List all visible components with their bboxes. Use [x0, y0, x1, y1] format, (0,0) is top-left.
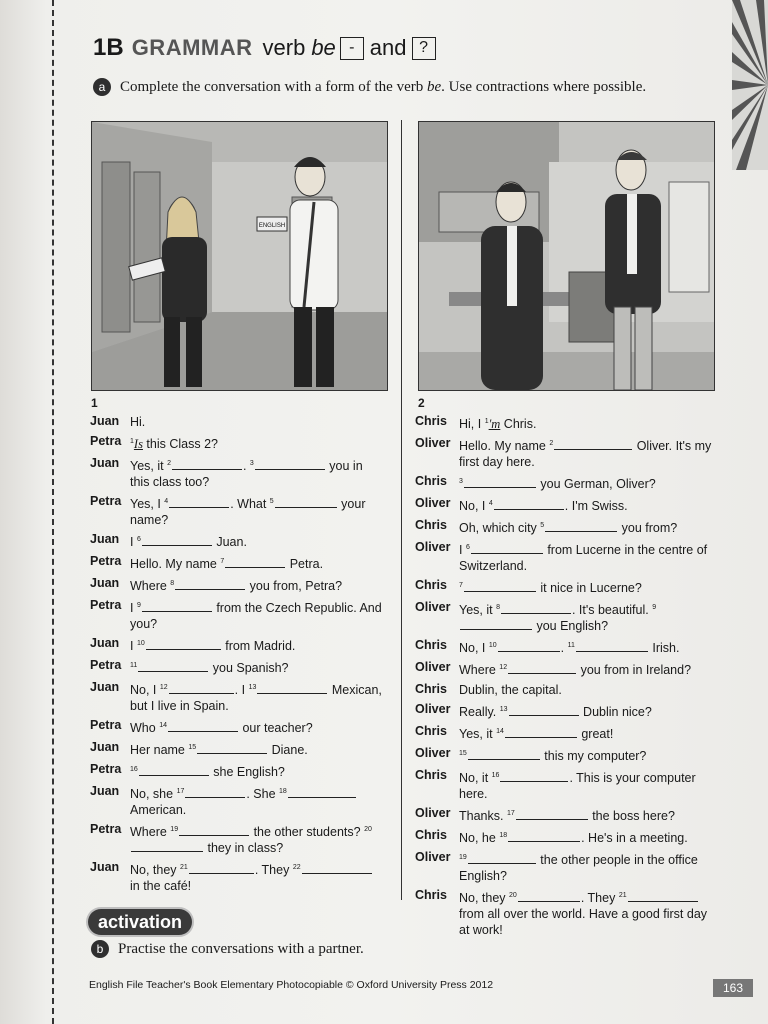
speech-fragment: this my computer?	[540, 749, 647, 763]
speech-fragment: great!	[577, 727, 614, 741]
speech-fragment: Her name	[130, 743, 189, 757]
speaker-name: Juan	[90, 740, 120, 754]
answer-blank[interactable]	[138, 660, 208, 672]
gap-number: 12	[499, 664, 508, 671]
speech-fragment: I	[130, 535, 137, 549]
dialogue-line	[90, 860, 385, 894]
speech-fragment: No, they	[130, 863, 181, 877]
dialogue-line	[90, 718, 385, 736]
speech-fragment: No, I	[459, 499, 489, 513]
answer-blank[interactable]	[197, 742, 267, 754]
answer-blank[interactable]	[498, 640, 560, 652]
speech-text	[459, 702, 715, 720]
speech-text	[459, 600, 715, 634]
speech-fragment: I	[130, 601, 137, 615]
answer-blank[interactable]	[509, 704, 579, 716]
speaker-name: Chris	[415, 578, 447, 592]
dialogue-line	[415, 746, 715, 764]
answer-blank[interactable]	[146, 638, 221, 650]
speech-fragment: Dublin nice?	[579, 705, 652, 719]
answer-blank[interactable]	[139, 764, 209, 776]
dialogue-line	[415, 496, 715, 514]
answer-blank[interactable]	[169, 682, 234, 694]
answer-blank[interactable]	[628, 890, 698, 902]
speech-fragment: Petra.	[286, 557, 324, 571]
speech-fragment: Where	[130, 579, 171, 593]
speaker-name: Petra	[90, 822, 122, 836]
gap-number: 13	[499, 706, 508, 713]
dialogue-line	[415, 436, 715, 470]
instruction-post: . Use contractions where possible.	[441, 78, 647, 95]
speech-text	[130, 740, 385, 758]
gap-number: 1	[484, 418, 489, 425]
speech-fragment: you in this class too?	[130, 459, 363, 489]
lesson-code: 1B	[93, 34, 124, 61]
answer-blank[interactable]	[508, 830, 580, 842]
dialogue-line	[415, 806, 715, 824]
answer-blank[interactable]	[275, 496, 337, 508]
speaker-name: Petra	[90, 762, 122, 776]
speech-fragment: from the Czech Republic. And you?	[130, 601, 382, 631]
speech-fragment: . I'm Swiss.	[564, 499, 628, 513]
title-be: be	[311, 35, 336, 60]
speech-fragment: you from, Petra?	[246, 579, 343, 593]
gap-number: 21	[618, 892, 627, 899]
speaker-name: Petra	[90, 554, 122, 568]
speech-fragment: Really.	[459, 705, 500, 719]
speech-text	[459, 578, 715, 596]
speaker-name: Chris	[415, 768, 447, 782]
speech-text	[459, 724, 715, 742]
speech-text	[459, 540, 715, 574]
speech-text	[130, 718, 385, 736]
exercise-b-badge: b	[91, 940, 109, 958]
speaker-name: Juan	[90, 576, 120, 590]
speech-fragment: .	[242, 459, 250, 473]
speaker-name: Chris	[415, 518, 447, 532]
answer-blank[interactable]	[554, 438, 632, 450]
answer-blank[interactable]	[471, 542, 543, 554]
speech-fragment: Irish.	[648, 641, 680, 655]
dialogue-line	[415, 768, 715, 802]
speech-fragment: your name?	[130, 497, 366, 527]
question-symbol-box: ?	[412, 37, 436, 60]
speech-text	[459, 888, 715, 938]
speaker-name: Juan	[90, 860, 120, 874]
dialogue-line	[415, 682, 715, 698]
speech-text	[130, 680, 385, 714]
speech-fragment: Dublin, the capital.	[459, 683, 562, 697]
speaker-name: Petra	[90, 718, 122, 732]
speech-fragment: the other people in the office English?	[459, 853, 698, 883]
speech-fragment: Who	[130, 721, 160, 735]
speech-fragment: this Class 2?	[142, 437, 218, 451]
speech-fragment: American.	[130, 803, 187, 817]
speech-text	[459, 806, 715, 824]
gap-number: 3	[459, 478, 463, 485]
speech-text	[459, 828, 715, 846]
dialogue-line	[90, 554, 385, 572]
speaker-name: Chris	[415, 682, 447, 696]
answer-blank[interactable]	[500, 770, 568, 782]
answer-blank[interactable]	[172, 458, 242, 470]
answer-blank[interactable]	[302, 862, 372, 874]
speech-text	[459, 850, 715, 884]
speech-fragment: Hi, I	[459, 417, 485, 431]
speaker-name: Oliver	[415, 660, 451, 674]
speech-fragment: Yes, I	[130, 497, 165, 511]
speech-text	[130, 598, 385, 632]
speech-fragment: . I	[234, 683, 249, 697]
answer-blank[interactable]	[464, 476, 536, 488]
speech-text	[130, 494, 385, 528]
speech-fragment: No, it	[459, 771, 492, 785]
speech-fragment: in the café!	[130, 879, 192, 893]
speech-text	[130, 434, 385, 452]
speaker-name: Petra	[90, 658, 122, 672]
speech-fragment: . What	[230, 497, 270, 511]
gap-number: 7	[459, 582, 463, 589]
speech-fragment: you German, Oliver?	[536, 477, 656, 491]
exercise-a-badge: a	[93, 78, 111, 96]
gap-number: 6	[465, 544, 470, 551]
gap-number: 16	[130, 766, 138, 773]
dialogue-line	[415, 828, 715, 846]
speech-fragment: Where	[459, 663, 500, 677]
speaker-name: Oliver	[415, 702, 451, 716]
dialogue-line	[90, 762, 385, 780]
answer-blank[interactable]	[508, 662, 576, 674]
speech-fragment: our teacher?	[238, 721, 313, 735]
dialogue-line	[90, 456, 385, 490]
dialogue-line	[415, 638, 715, 656]
speech-fragment: from all over the world. Have a good first day at work!	[459, 907, 708, 937]
dialogue-line	[415, 600, 715, 634]
speech-fragment: . It's beautiful.	[571, 603, 653, 617]
speaker-name: Juan	[90, 532, 120, 546]
speech-fragment: from Madrid.	[221, 639, 296, 653]
speech-text	[130, 554, 385, 572]
gap-number: 14	[496, 728, 504, 735]
speaker-name: Petra	[90, 494, 122, 508]
gap-number: 1	[130, 438, 134, 445]
speech-fragment: the other students?	[250, 825, 365, 839]
instruction-pre: Complete the conversation with a form of the verb	[120, 78, 427, 95]
answer-blank[interactable]	[255, 458, 325, 470]
gap-number: 10	[488, 642, 497, 649]
speech-fragment: Hello. My name	[130, 557, 221, 571]
speech-fragment: Yes, it	[459, 603, 497, 617]
speaker-name: Oliver	[415, 540, 451, 554]
english-sign-text: ENGLISH	[258, 223, 286, 229]
speech-text	[130, 576, 385, 594]
negative-symbol-box: -	[340, 37, 364, 60]
speech-text	[459, 496, 715, 514]
gap-number: 19	[170, 826, 179, 833]
answer-blank[interactable]	[468, 852, 536, 864]
speech-text	[130, 822, 385, 856]
speaker-name: Petra	[90, 434, 122, 448]
speaker-name: Oliver	[415, 496, 451, 510]
speech-text	[130, 762, 385, 780]
speech-fragment: . They	[254, 863, 293, 877]
speech-fragment: you English?	[533, 619, 609, 633]
speech-fragment: Hi.	[130, 415, 146, 429]
cut-line	[52, 0, 54, 1024]
speech-text	[459, 682, 715, 698]
exercise-a-instruction	[93, 78, 646, 96]
gap-number: 7	[220, 558, 225, 565]
speech-fragment: .	[560, 641, 568, 655]
speech-fragment: Chris.	[500, 417, 537, 431]
speaker-name: Oliver	[415, 806, 451, 820]
speech-fragment: she English?	[209, 765, 285, 779]
dialogue-line	[90, 680, 385, 714]
speech-text	[130, 860, 385, 894]
speaker-name: Oliver	[415, 436, 451, 450]
speech-fragment: Juan.	[212, 535, 247, 549]
gap-number: 2	[549, 440, 554, 447]
dialogue-line	[415, 474, 715, 492]
answer-blank[interactable]	[185, 786, 245, 798]
gap-number: 9	[652, 604, 657, 611]
dialogue-line	[90, 636, 385, 654]
dialogue-line	[90, 532, 385, 550]
gap-number: 20	[364, 826, 372, 833]
gap-number: 2	[167, 460, 171, 467]
answer-blank[interactable]	[189, 862, 254, 874]
gap-number: 16	[491, 772, 500, 779]
answer-blank[interactable]	[257, 682, 327, 694]
answer-blank[interactable]	[468, 748, 540, 760]
dialogue-line	[90, 576, 385, 594]
speaker-name: Oliver	[415, 850, 451, 864]
dialogue-line	[90, 822, 385, 856]
gap-number: 4	[164, 498, 169, 505]
answer-blank[interactable]	[545, 520, 617, 532]
answer-blank[interactable]	[142, 600, 212, 612]
answer-blank[interactable]	[168, 720, 238, 732]
dialogue-line	[90, 598, 385, 632]
answer-blank[interactable]	[169, 496, 229, 508]
gap-number: 4	[488, 500, 493, 507]
speaker-name: Juan	[90, 456, 120, 470]
gap-number: 9	[136, 602, 141, 609]
gap-number: 10	[136, 640, 145, 647]
speech-text	[130, 658, 385, 676]
speaker-name: Chris	[415, 724, 447, 738]
speech-fragment: Diane.	[268, 743, 308, 757]
speech-fragment: . They	[580, 891, 619, 905]
dialogue-1-number: 1	[91, 396, 98, 410]
speaker-name: Chris	[415, 828, 447, 842]
speech-text	[459, 436, 715, 470]
exercise-b-text: Practise the conversations with a partner.	[118, 940, 364, 957]
speaker-name: Juan	[90, 636, 120, 650]
speech-fragment: . This is your computer here.	[459, 771, 696, 801]
speech-text	[459, 660, 715, 678]
speech-fragment: Oliver. It's my first day here.	[459, 439, 712, 469]
gap-number: 11	[130, 662, 138, 669]
page-title	[93, 32, 441, 64]
speech-fragment: you Spanish?	[209, 661, 289, 675]
gap-number: 5	[540, 522, 545, 529]
dialogue-line	[90, 658, 385, 676]
example-answer: Is	[133, 437, 143, 451]
gap-number: 11	[567, 642, 575, 649]
dialogue-line	[415, 702, 715, 720]
answer-blank[interactable]	[505, 726, 577, 738]
speech-fragment: . He's in a meeting.	[581, 831, 688, 845]
instruction-be: be	[427, 78, 442, 95]
gap-number: 18	[499, 832, 508, 839]
answer-blank[interactable]	[516, 808, 588, 820]
speech-fragment: No, I	[459, 641, 489, 655]
gap-number: 17	[506, 810, 515, 817]
dialogue-line	[90, 414, 385, 430]
answer-blank[interactable]	[179, 824, 249, 836]
dialogue-line	[415, 888, 715, 938]
title-verb: verb	[262, 35, 306, 60]
speech-fragment: the boss here?	[588, 809, 675, 823]
answer-blank[interactable]	[494, 498, 564, 510]
speaker-name: Petra	[90, 598, 122, 612]
speech-fragment: they in class?	[204, 841, 284, 855]
gap-number: 6	[136, 536, 141, 543]
dialogue-line	[415, 850, 715, 884]
section-label: GRAMMAR	[131, 35, 253, 60]
speech-fragment: Oh, which city	[459, 521, 541, 535]
answer-blank[interactable]	[288, 786, 356, 798]
speech-fragment: I	[130, 639, 137, 653]
speech-fragment: Where	[130, 825, 171, 839]
dialogue-2	[415, 414, 715, 942]
speech-text	[130, 636, 385, 654]
speech-text	[130, 532, 385, 550]
gap-number: 8	[170, 580, 175, 587]
gap-number: 14	[159, 722, 167, 729]
speech-fragment: Yes, it	[459, 727, 497, 741]
speech-fragment: Thanks.	[459, 809, 507, 823]
activation-heading: activation	[88, 909, 192, 935]
speech-fragment: I	[459, 543, 466, 557]
illustration-1	[91, 121, 388, 391]
answer-blank[interactable]	[225, 556, 285, 568]
gap-number: 15	[188, 744, 197, 751]
corner-sunburst-decoration	[732, 0, 768, 170]
speech-text	[459, 414, 715, 432]
speaker-name: Juan	[90, 784, 120, 798]
answer-blank[interactable]	[142, 534, 212, 546]
speech-text	[459, 638, 715, 656]
dialogue-line	[415, 724, 715, 742]
gap-number: 18	[279, 788, 287, 795]
column-divider	[401, 120, 402, 900]
gap-number: 22	[292, 864, 301, 871]
speech-fragment: No, she	[130, 787, 177, 801]
dialogue-line	[415, 518, 715, 536]
exercise-b-instruction	[91, 940, 364, 958]
speaker-name: Oliver	[415, 746, 451, 760]
speech-text	[459, 746, 715, 764]
answer-blank[interactable]	[501, 602, 571, 614]
answer-blank[interactable]	[464, 580, 536, 592]
gap-number: 21	[180, 864, 188, 871]
gap-number: 13	[248, 684, 257, 691]
dialogue-line	[90, 494, 385, 528]
dialogue-line	[415, 414, 715, 432]
speech-fragment: No, they	[459, 891, 510, 905]
dialogue-line	[90, 784, 385, 818]
page-number: 163	[713, 979, 753, 997]
gap-number: 15	[459, 750, 467, 757]
answer-blank[interactable]	[460, 618, 532, 630]
speaker-name: Chris	[415, 888, 447, 902]
title-and: and	[369, 35, 407, 60]
dialogue-line	[415, 578, 715, 596]
speaker-name: Chris	[415, 638, 447, 652]
speech-fragment: you from?	[618, 521, 678, 535]
gap-number: 12	[159, 684, 168, 691]
dialogue-2-number: 2	[418, 396, 425, 410]
speaker-name: Chris	[415, 414, 447, 428]
gap-number: 5	[269, 498, 274, 505]
gap-number: 17	[176, 788, 185, 795]
speaker-name: Oliver	[415, 600, 451, 614]
speech-fragment: you from in Ireland?	[577, 663, 692, 677]
copyright-footer: English File Teacher's Book Elementary Photocopiable © Oxford University Press 2012	[89, 979, 494, 991]
gap-number: 19	[459, 854, 467, 861]
dialogue-line	[90, 434, 385, 452]
speech-fragment: it nice in Lucerne?	[536, 581, 642, 595]
dialogue-line	[415, 540, 715, 574]
speech-text	[130, 414, 385, 430]
speaker-name: Chris	[415, 474, 447, 488]
answer-blank[interactable]	[576, 640, 648, 652]
gap-number: 8	[496, 604, 500, 611]
gap-number: 3	[249, 460, 254, 467]
speech-fragment: from Lucerne in the centre of Switzerland.	[459, 543, 708, 573]
dialogue-line	[415, 660, 715, 678]
speech-fragment: . She	[246, 787, 280, 801]
speaker-name: Juan	[90, 680, 120, 694]
dialogue-line	[90, 740, 385, 758]
answer-blank[interactable]	[131, 840, 203, 852]
answer-blank[interactable]	[518, 890, 580, 902]
speech-fragment: No, I	[130, 683, 160, 697]
speech-text	[130, 456, 385, 490]
answer-blank[interactable]	[175, 578, 245, 590]
speech-text	[130, 784, 385, 818]
gap-number: 20	[509, 892, 517, 899]
speech-text	[459, 768, 715, 802]
speech-text	[459, 474, 715, 492]
dialogue-1	[90, 414, 385, 898]
speech-text	[459, 518, 715, 536]
speech-fragment: Hello. My name	[459, 439, 550, 453]
exercise-a-text	[120, 79, 646, 96]
example-answer: 'm	[488, 417, 501, 431]
speech-fragment: Yes, it	[130, 459, 168, 473]
illustration-2	[418, 121, 715, 391]
speech-fragment: No, he	[459, 831, 500, 845]
speech-fragment: Mexican, but I live in Spain.	[130, 683, 382, 713]
speaker-name: Juan	[90, 414, 120, 428]
